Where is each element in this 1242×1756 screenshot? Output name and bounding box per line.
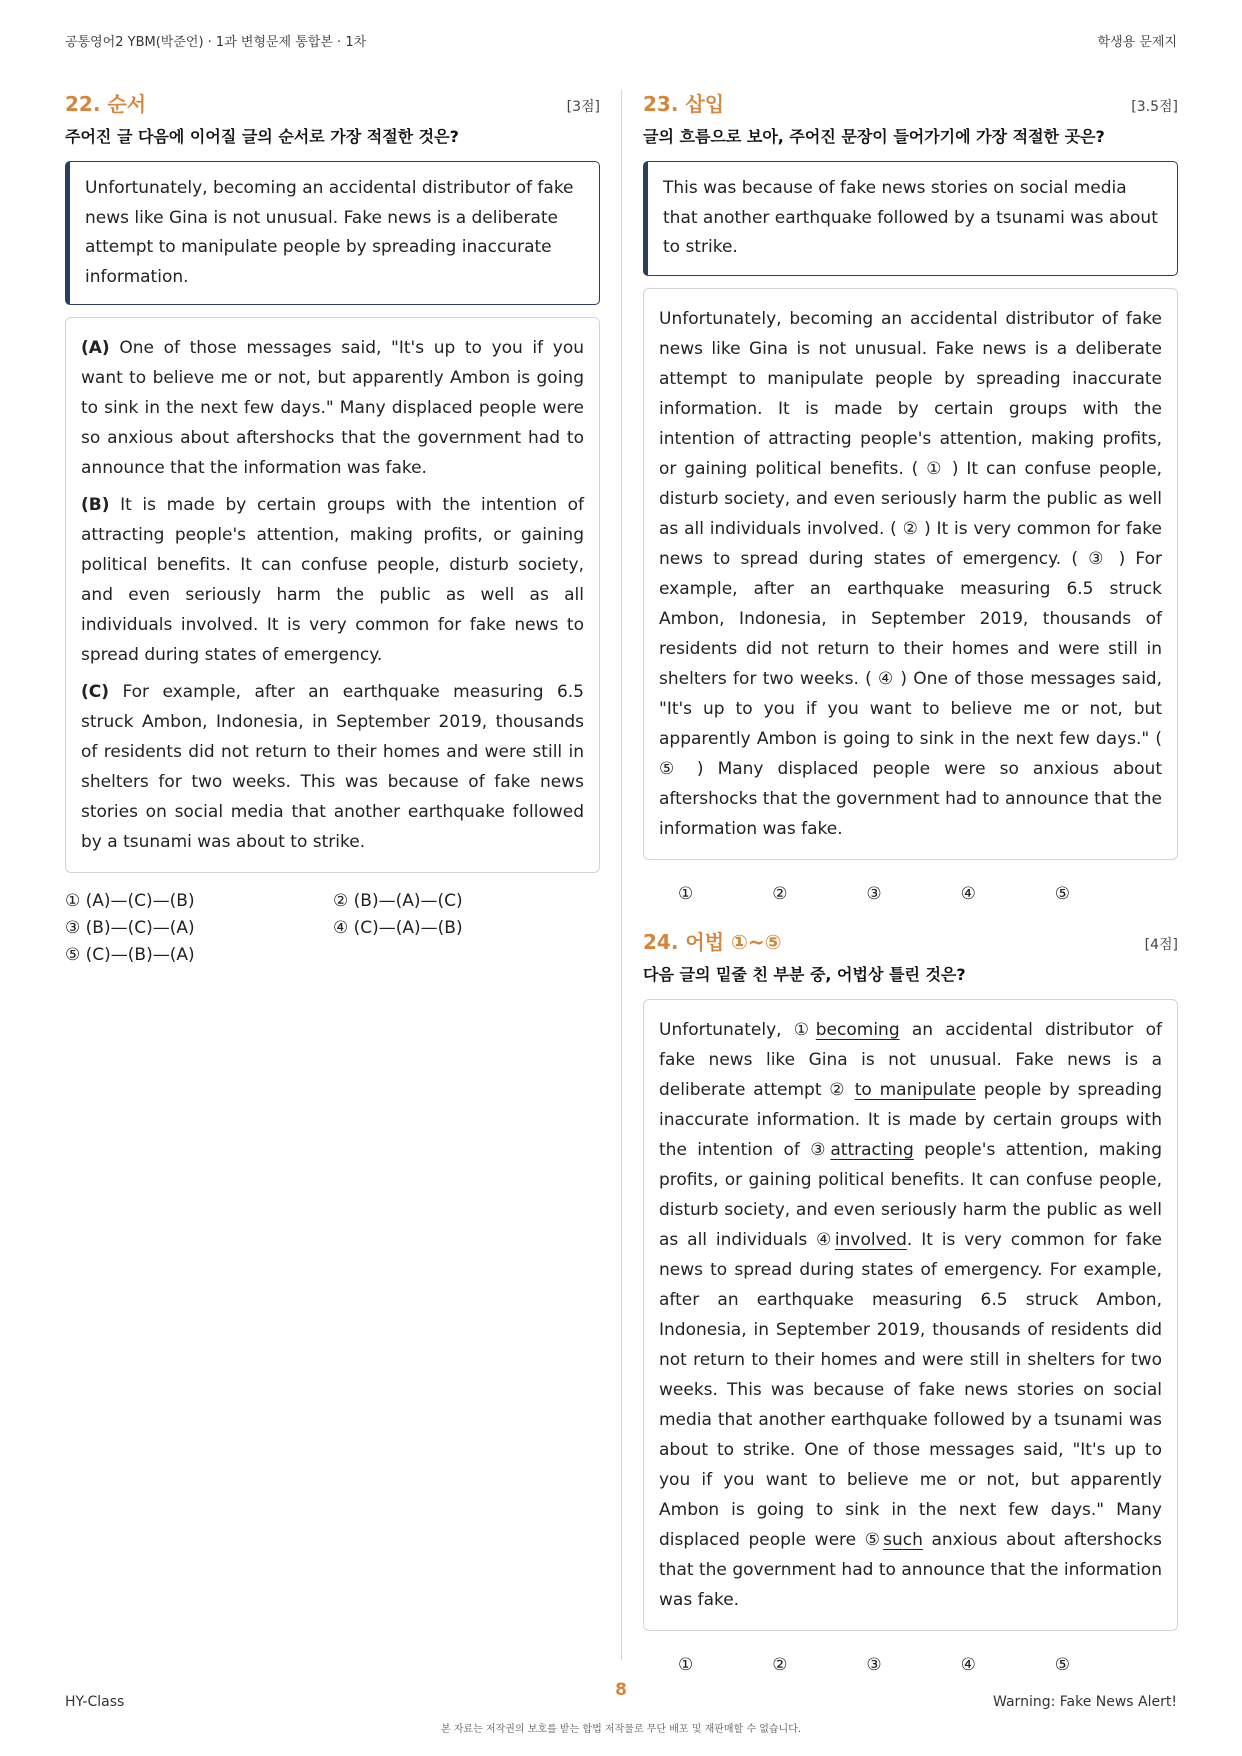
question-24 <box>643 926 1178 1675</box>
answer-options <box>678 1655 1070 1675</box>
passage-text: Unfortunately, <box>659 1019 794 1040</box>
question-prompt: 글의 흐름으로 보아, 주어진 문장이 들어가기에 가장 적절한 곳은? <box>643 127 1105 146</box>
question-header <box>65 88 600 120</box>
question-prompt: 주어진 글 다음에 이어질 글의 순서로 가장 적절한 것은? <box>65 127 459 146</box>
question-title: 23. 삽입 <box>643 92 725 116</box>
answer-option[interactable]: ③ <box>866 883 882 904</box>
answer-option[interactable]: ⑤ <box>1054 1654 1070 1675</box>
right-column <box>643 88 1178 1675</box>
footer-lesson-title: Warning: Fake News Alert! <box>993 1694 1177 1710</box>
footer-brand: HY-Class <box>65 1694 125 1710</box>
answer-option[interactable]: ① <box>678 1654 694 1675</box>
passage-text: people by spreading inaccurate information. It is made by certain groups with the intention of <box>659 1079 1162 1160</box>
header-label: 학생용 문제지 <box>1097 35 1177 50</box>
underlined-5: such <box>883 1529 923 1550</box>
header-title: 공통영어2 YBM(박준언) · 1과 변형문제 통합본 · 1차 <box>65 35 367 50</box>
answer-option[interactable]: ① (A)—(C)—(B) <box>65 891 195 911</box>
answer-option[interactable]: ② (B)—(A)—(C) <box>333 891 463 911</box>
marker-3: ③ <box>810 1139 831 1160</box>
question-23 <box>643 88 1178 904</box>
question-title: 22. 순서 <box>65 92 147 116</box>
paragraph-label: (C) <box>81 682 110 702</box>
underlined-4: involved <box>834 1229 907 1250</box>
paragraph-label: (A) <box>81 338 110 358</box>
passage-box <box>65 317 600 873</box>
answer-option[interactable]: ② <box>772 883 788 904</box>
marker-4: ④ <box>816 1229 835 1250</box>
underlined-2: to manipulate <box>854 1079 976 1100</box>
question-header <box>643 88 1178 120</box>
underlined-3: attracting <box>830 1139 914 1160</box>
answer-option[interactable]: ④ <box>960 883 976 904</box>
question-title: 24. 어법 ①~⑤ <box>643 929 782 954</box>
paragraph-label: (B) <box>81 495 110 515</box>
given-text-box: This was because of fake news stories on social media that another earthquake followed by a tsunami was about to strike. <box>643 161 1178 276</box>
passage-text: anxious about aftershocks that the government had to announce that the information was fake. <box>659 1529 1162 1610</box>
question-points: [3.5점] <box>1131 99 1178 115</box>
passage-text: . It is very common for fake news to spread during states of emergency. For example, after an earthquake measuring 6.5 struck Ambon, Indonesia, in September 2019, thousands of residents did not return to their homes and were still in shelters for two weeks. This was because of fake news stories on social media that another earthquake followed by a tsunami was about to strike. One of those messages said, "It's up to you if you want to believe me or not, but apparently Ambon is going to sink in the next few days." Many displaced people were <box>659 1229 1162 1550</box>
answer-options <box>678 884 1070 904</box>
answer-option[interactable]: ⑤ (C)—(B)—(A) <box>65 945 195 965</box>
marker-1: ① <box>793 1019 816 1040</box>
answer-option[interactable]: ② <box>772 1654 788 1675</box>
paragraph-text: For example, after an earthquake measuring 6.5 struck Ambon, Indonesia, in September 2019, thousands of residents did not return to their homes and were still in shelters for two weeks. This was because of fake news stories on social media that another earthquake followed by a tsunami was about to strike. <box>81 682 584 852</box>
passage-box: Unfortunately, becoming an accidental distributor of fake news like Gina is not unusual. Fake news is a deliberate attempt to manipulate people by spreading inaccurate information. It is made by certain groups with the intention of attracting people's attention, making profits, or gaining political benefits. ( ① ) It can confuse people, disturb society, and even seriously harm the public as well as all individuals involved. ( ② ) It is very common for fake news to spread during states of emergency. ( ③ ) For example, after an earthquake measuring 6.5 struck Ambon, Indonesia, in September 2019, thousands of residents did not return to their homes and were still in shelters for two weeks. ( ④ ) One of those messages said, "It's up to you if you want to believe me or not, but apparently Ambon is going to sink in the next few days." ( ⑤ ) Many displaced people were so anxious about aftershocks that the government had to announce that the information was fake. <box>643 288 1178 860</box>
answer-option[interactable]: ④ <box>960 1654 976 1675</box>
answer-options <box>65 891 600 965</box>
answer-option[interactable]: ③ <box>866 1654 882 1675</box>
answer-option[interactable]: ④ (C)—(A)—(B) <box>333 918 463 938</box>
marker-2: ② <box>829 1079 855 1100</box>
answer-option[interactable]: ① <box>678 883 694 904</box>
paragraph-b <box>81 490 584 670</box>
passage-box <box>643 999 1178 1631</box>
answer-option[interactable]: ⑤ <box>1054 883 1070 904</box>
column-divider <box>621 90 622 1660</box>
paragraph-text: It is made by certain groups with the intention of attracting people's attention, making profits, or gaining political benefits. It can confuse people, disturb society, and even seriously harm the public as well as all individuals involved. It is very common for fake news to spread during states of emergency. <box>81 495 584 665</box>
question-prompt: 다음 글의 밑줄 친 부분 중, 어법상 틀린 것은? <box>643 964 966 984</box>
copyright-notice: 본 자료는 저작권의 보호를 받는 합법 저작물로 무단 배포 및 재판매할 수 없습니다. <box>440 1724 802 1735</box>
paragraph-a <box>81 333 584 483</box>
paragraph-c <box>81 677 584 857</box>
answer-option[interactable]: ③ (B)—(C)—(A) <box>65 918 195 938</box>
question-points: [3점] <box>566 99 600 115</box>
passage-text: people's attention, making profits, or gaining political benefits. It can confuse people, disturb society, and even seriously harm the public as well as all individuals <box>659 1139 1162 1250</box>
question-header <box>643 926 1178 958</box>
given-text-box: Unfortunately, becoming an accidental distributor of fake news like Gina is not unusual. Fake news is a deliberate attempt to manipulate people by spreading inaccurate information. <box>65 161 600 305</box>
question-points: [4점] <box>1144 936 1178 953</box>
passage-text: an accidental distributor of fake news like Gina is not unusual. Fake news is a deliberate attempt <box>659 1019 1162 1100</box>
marker-5: ⑤ <box>864 1529 884 1550</box>
underlined-1: becoming <box>815 1019 900 1040</box>
question-22 <box>65 88 600 965</box>
paragraph-text: One of those messages said, "It's up to you if you want to believe me or not, but apparently Ambon is going to sink in the next few days." Many displaced people were so anxious about aftershocks that the government had to announce that the information was fake. <box>81 338 584 478</box>
page-number: 8 <box>615 1680 627 1700</box>
